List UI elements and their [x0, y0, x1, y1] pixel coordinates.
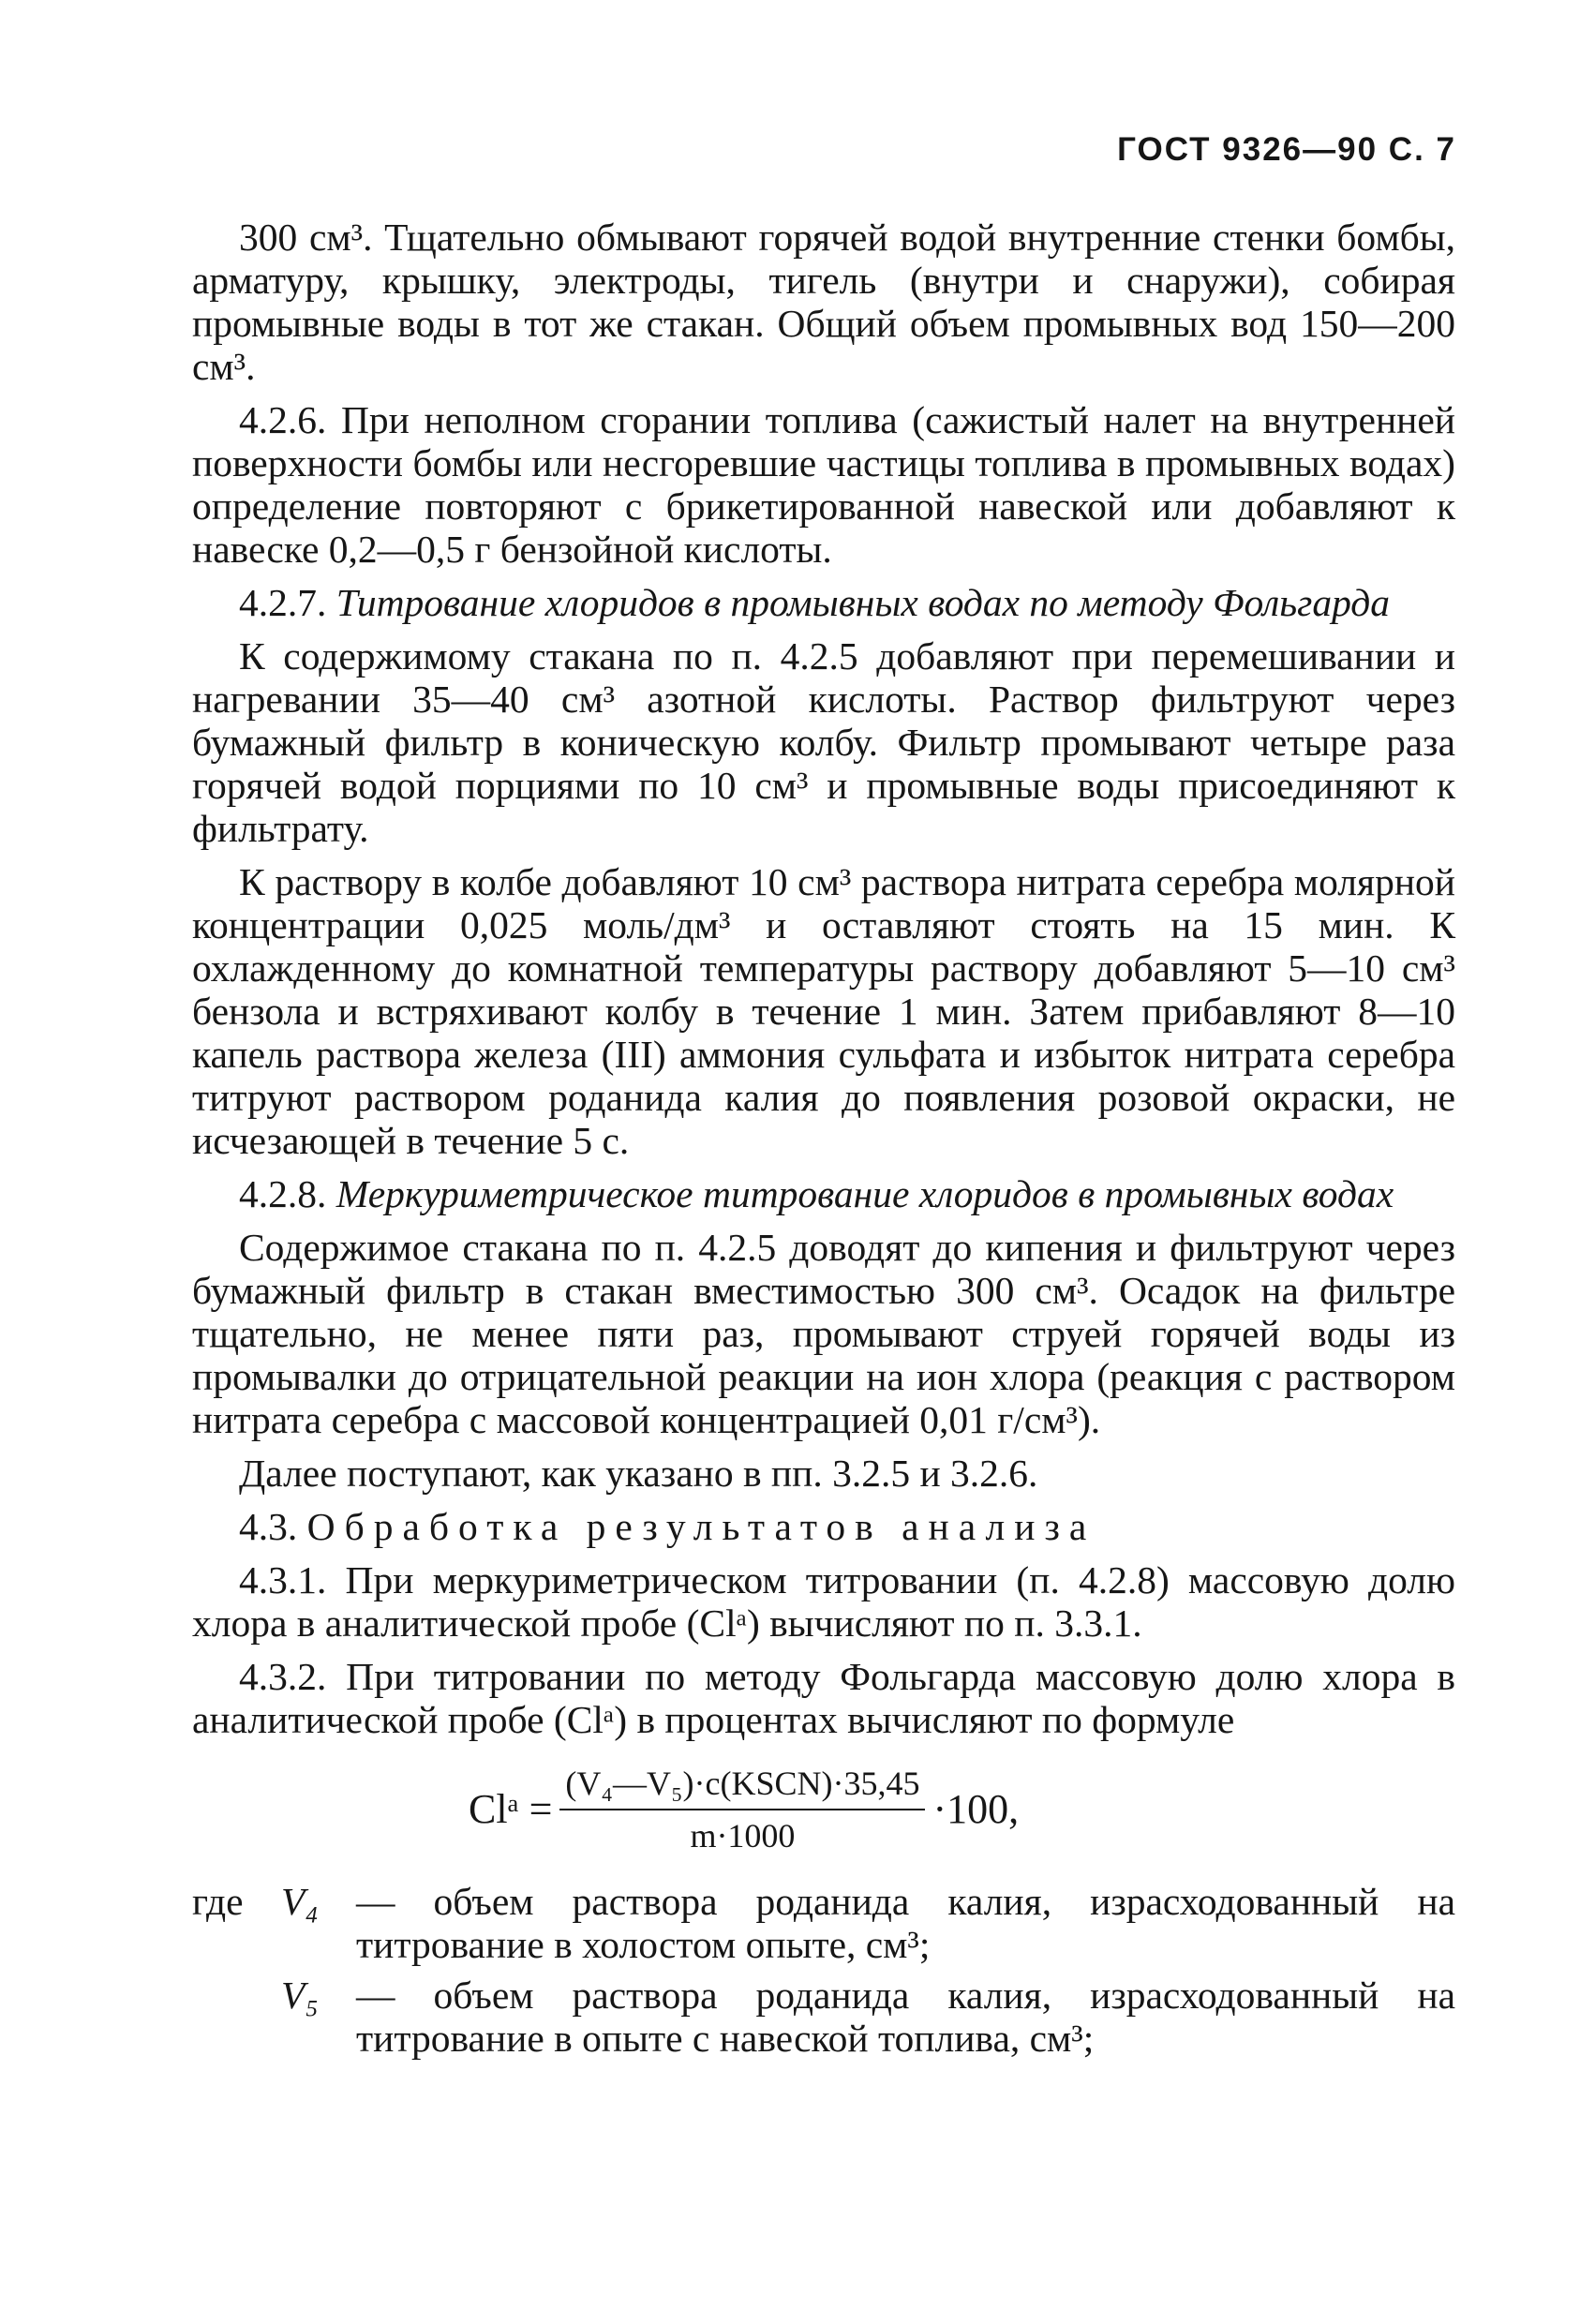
formula-lhs: Clᵃ = — [469, 1786, 553, 1832]
document-body — [192, 216, 1455, 2067]
section-heading-4-3 — [192, 1505, 1455, 1548]
legend-symbol: V₅ — [281, 1974, 319, 2017]
formula-legend — [192, 1880, 1455, 2060]
paragraph-reference: Далее поступают, как указано в пп. 3.2.5 и 3.2.6. — [239, 1452, 1038, 1495]
paragraph-4-2-6: 4.2.6. При неполном сгорании топлива (сажистый налет на внутренней поверхности бомбы или несгоревшие частицы топлива в промывных водах) определение повторяют с брикетированной навеской или добавляют к навеске 0,2—0,5 г бензойной кислоты. — [192, 398, 1455, 571]
legend-description: — объем раствора роданида калия, израсходованный на титрование в холостом опыте, см³; — [356, 1880, 1455, 1966]
paragraph-4-3-2: 4.3.2. При титровании по методу Фольгарда массовую долю хлора в аналитической пробе (Clᵃ) в процентах вычисляют по формуле — [192, 1655, 1455, 1741]
section-heading-4-2-8 — [192, 1172, 1455, 1215]
legend-symbol: V₄ — [281, 1880, 319, 1923]
legend-row — [192, 1974, 1455, 2060]
formula-fraction — [559, 1762, 925, 1857]
paragraph-4-2-7-a: К содержимому стакана по п. 4.2.5 добавляют при перемешивании и нагревании 35—40 см³ азотной кислоты. Раствор фильтруют через бумажный фильтр в коническую колбу. Фильтр промывают четыре раза горячей водой порциями по 10 см³ и промывные воды присоединяют к фильтрату. — [192, 634, 1455, 850]
paragraph-continuation: 300 см³. Тщательно обмывают горячей водой внутренние стенки бомбы, арматуру, крышку, электроды, тигель (внутри и снаружи), собирая промывные воды в тот же стакан. Общий объем промывных вод 150—200 см³. — [192, 216, 1455, 388]
page-header: ГОСТ 9326—90 С. 7 — [1117, 131, 1456, 168]
section-heading-4-2-7 — [192, 581, 1455, 624]
section-number: 4.2.8. — [239, 1172, 327, 1215]
chlorine-formula — [469, 1762, 1455, 1857]
legend-where: где — [192, 1880, 244, 1923]
legend-row — [192, 1880, 1455, 1966]
paragraph-4-3-1: 4.3.1. При меркуриметрическом титровании (п. 4.2.8) массовую долю хлора в аналитической пробе (Clᵃ) вычисляют по п. 3.3.1. — [192, 1558, 1455, 1645]
formula-numerator: (V₄—V₅)·c(KSCN)·35,45 — [559, 1762, 925, 1810]
paragraph-4-2-7-b: К раствору в колбе добавляют 10 см³ раствора нитрата серебра молярной концентрации 0,025 моль/дм³ и оставляют стоять на 15 мин. К охлажденному до комнатной температуры раствору добавляют 5—10 см³ бензола и встряхивают колбу в течение 1 мин. Затем прибавляют 8—10 капель раствора железа (III) аммония сульфата и избыток нитрата серебра титруют раствором роданида калия до появления розовой окраски, не исчезающей в течение 5 с. — [192, 860, 1455, 1162]
legend-description: — объем раствора роданида калия, израсходованный на титрование в опыте с навеской топлива, см³; — [356, 1974, 1455, 2060]
section-title: Титрование хлоридов в промывных водах по методу Фольгарда — [335, 581, 1391, 624]
formula-denominator: m·1000 — [690, 1817, 796, 1855]
section-title: Меркуриметрическое титрование хлоридов в промывных водах — [335, 1172, 1394, 1215]
formula-rhs: ·100, — [932, 1786, 1020, 1832]
section-title: Обработка результатов анализа — [306, 1505, 1096, 1548]
section-number: 4.2.7. — [239, 581, 327, 624]
section-number: 4.3. — [239, 1505, 298, 1548]
paragraph-4-2-8: Содержимое стакана по п. 4.2.5 доводят до кипения и фильтруют через бумажный фильтр в стакан вместимостью 300 см³. Осадок на фильтре тщательно, не менее пяти раз, промывают струей горячей воды из промывалки до отрицательной реакции на ион хлора (реакция с раствором нитрата серебра с массовой концентрацией 0,01 г/см³). — [192, 1226, 1455, 1441]
